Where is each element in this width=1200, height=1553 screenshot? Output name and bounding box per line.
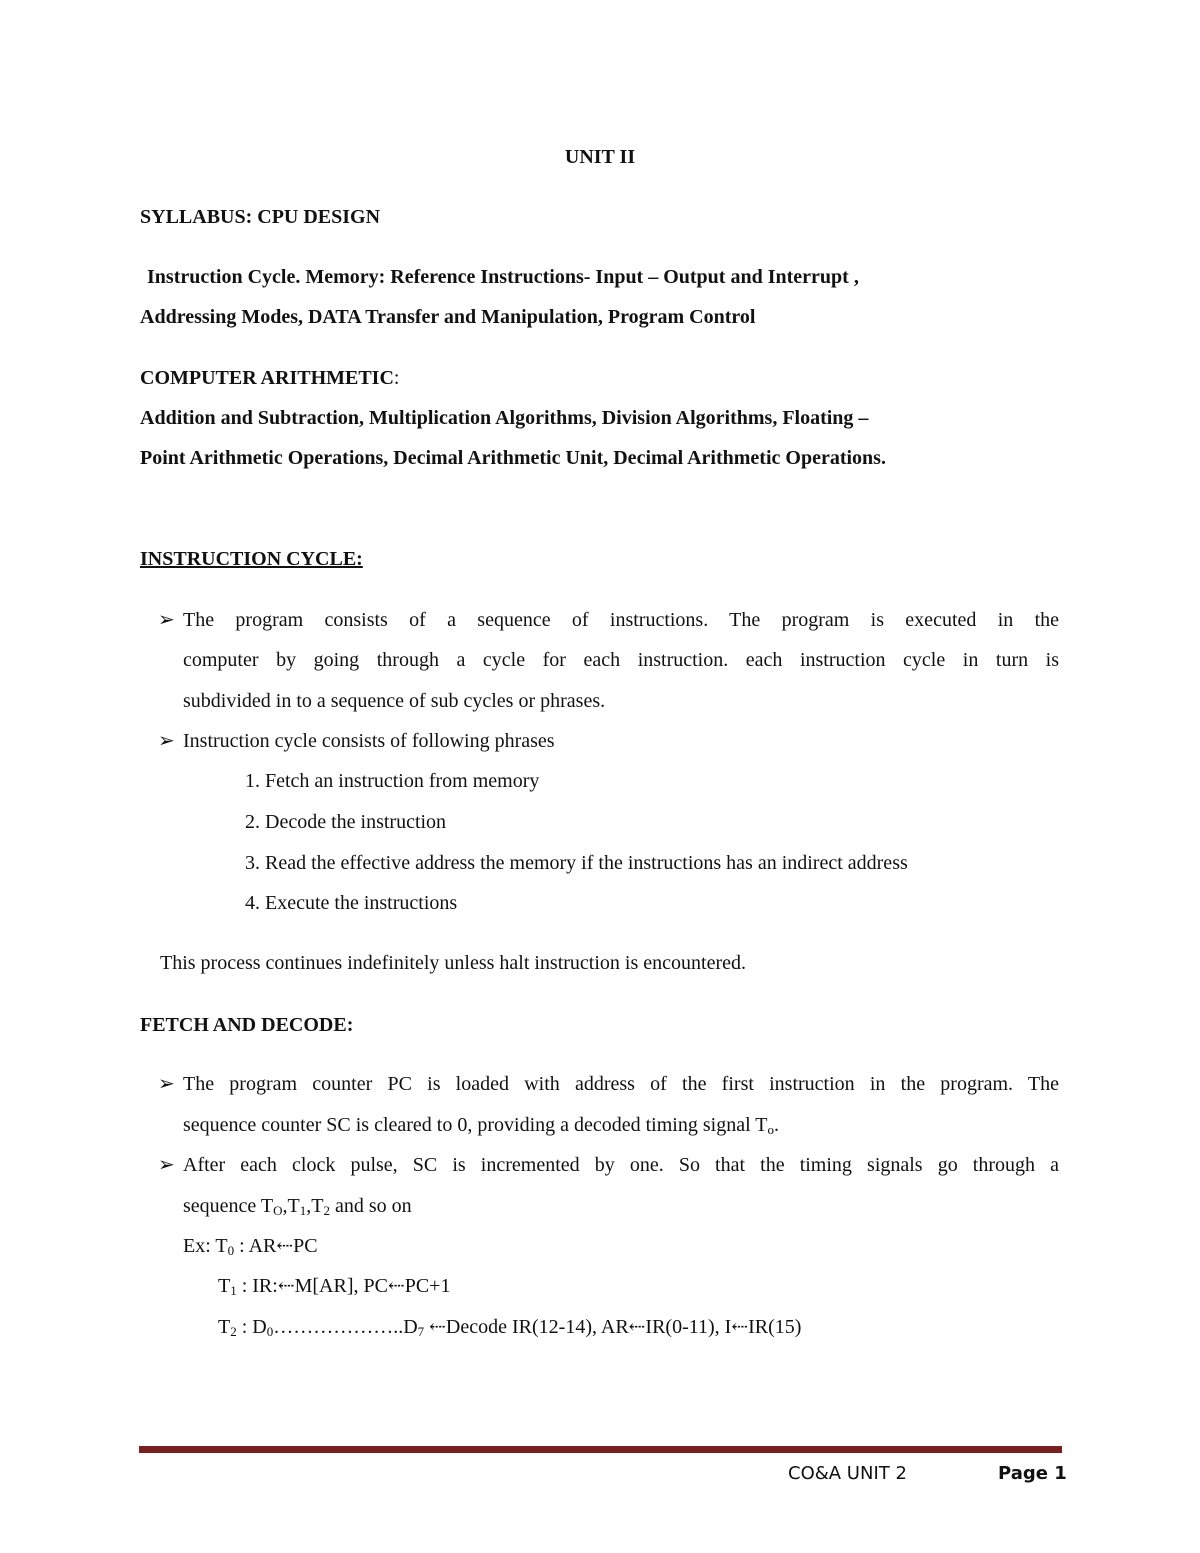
fd-text: : IR:⇠M[AR], PC⇠PC+1	[236, 1275, 451, 1297]
fd-text: ⇠Decode IR(12-14), AR⇠IR(0-11), I⇠IR(15)	[424, 1316, 802, 1338]
arith-line-1: Addition and Subtraction, Multiplication Algorithms, Division Algorithms, Floating –	[140, 407, 869, 429]
syllabus-heading: SYLLABUS: CPU DESIGN	[140, 206, 381, 228]
fd-text: : D	[236, 1316, 267, 1338]
fd-sequence-line	[183, 1194, 412, 1218]
fd-bullet1-line2	[183, 1113, 779, 1137]
fd-example-t2	[218, 1315, 801, 1339]
arith-heading-row	[140, 366, 399, 390]
fd-bullet2-line1: After each clock pulse, SC is incremented by one. So that the timing signals go through a	[183, 1154, 1059, 1176]
arrow-bullet-icon: ➢	[158, 609, 175, 631]
fetch-decode-heading: FETCH AND DECODE:	[140, 1014, 354, 1036]
subscript: 2	[230, 1324, 237, 1339]
ic-bullet2: Instruction cycle consists of following phrases	[183, 730, 555, 752]
arrow-bullet-icon: ➢	[158, 730, 175, 752]
fd-text: : AR⇠PC	[234, 1235, 318, 1257]
fd-bullet1-line1: The program counter PC is loaded with address of the first instruction in the program. The	[183, 1073, 1059, 1095]
list-item: 2. Decode the instruction	[245, 811, 447, 833]
footer-unit-label: CO&A UNIT 2	[788, 1463, 907, 1484]
fd-text: sequence T	[183, 1195, 274, 1217]
arith-line-2: Point Arithmetic Operations, Decimal Arithmetic Unit, Decimal Arithmetic Operations.	[140, 447, 886, 469]
fd-example-t0	[183, 1234, 318, 1258]
subscript: O	[273, 1203, 283, 1218]
fd-text: Ex: T	[183, 1235, 228, 1257]
subscript: o	[767, 1122, 774, 1137]
arith-colon: :	[393, 367, 400, 389]
fd-text: ,T	[282, 1195, 300, 1217]
fd-example-t1	[218, 1274, 450, 1298]
syllabus-line-1: Instruction Cycle. Memory: Reference Instructions- Input – Output and Interrupt ,	[147, 266, 859, 288]
list-item: 3. Read the effective address the memory if the instructions has an indirect address	[245, 852, 908, 874]
fd-text: ………………..D	[273, 1316, 418, 1338]
footer-divider	[139, 1446, 1062, 1453]
subscript: 7	[417, 1324, 425, 1339]
list-item: 4. Execute the instructions	[245, 892, 458, 914]
list-item: 1. Fetch an instruction from memory	[245, 770, 540, 792]
ic-bullet1-line3: subdivided in to a sequence of sub cycles or phrases.	[183, 690, 606, 712]
fd-text: sequence counter SC is cleared to 0, providing a decoded timing signal T	[183, 1114, 768, 1136]
syllabus-line-2: Addressing Modes, DATA Transfer and Manipulation, Program Control	[140, 306, 756, 328]
fd-text: and so on	[329, 1195, 412, 1217]
ic-conclusion: This process continues indefinitely unless halt instruction is encountered.	[160, 952, 746, 974]
arith-heading: COMPUTER ARITHMETIC	[140, 367, 394, 389]
fd-text: .	[773, 1114, 779, 1136]
subscript: 1	[230, 1283, 237, 1298]
arrow-bullet-icon: ➢	[158, 1073, 175, 1095]
fd-text: T	[218, 1316, 231, 1338]
ic-bullet1-line2: computer by going through a cycle for each instruction. each instruction cycle in turn is	[183, 649, 1059, 671]
instruction-cycle-heading: INSTRUCTION CYCLE:	[140, 548, 363, 570]
page-title: UNIT II	[564, 146, 636, 168]
footer-page-number: Page 1	[998, 1463, 1067, 1484]
subscript: 0	[227, 1243, 235, 1258]
ic-bullet1-line1: The program consists of a sequence of instructions. The program is executed in the	[183, 609, 1059, 631]
fd-text: T	[218, 1275, 231, 1297]
subscript: 2	[323, 1203, 330, 1218]
subscript: 1	[299, 1203, 307, 1218]
subscript: 0	[266, 1324, 274, 1339]
fd-text: ,T	[306, 1195, 324, 1217]
arrow-bullet-icon: ➢	[158, 1154, 175, 1176]
